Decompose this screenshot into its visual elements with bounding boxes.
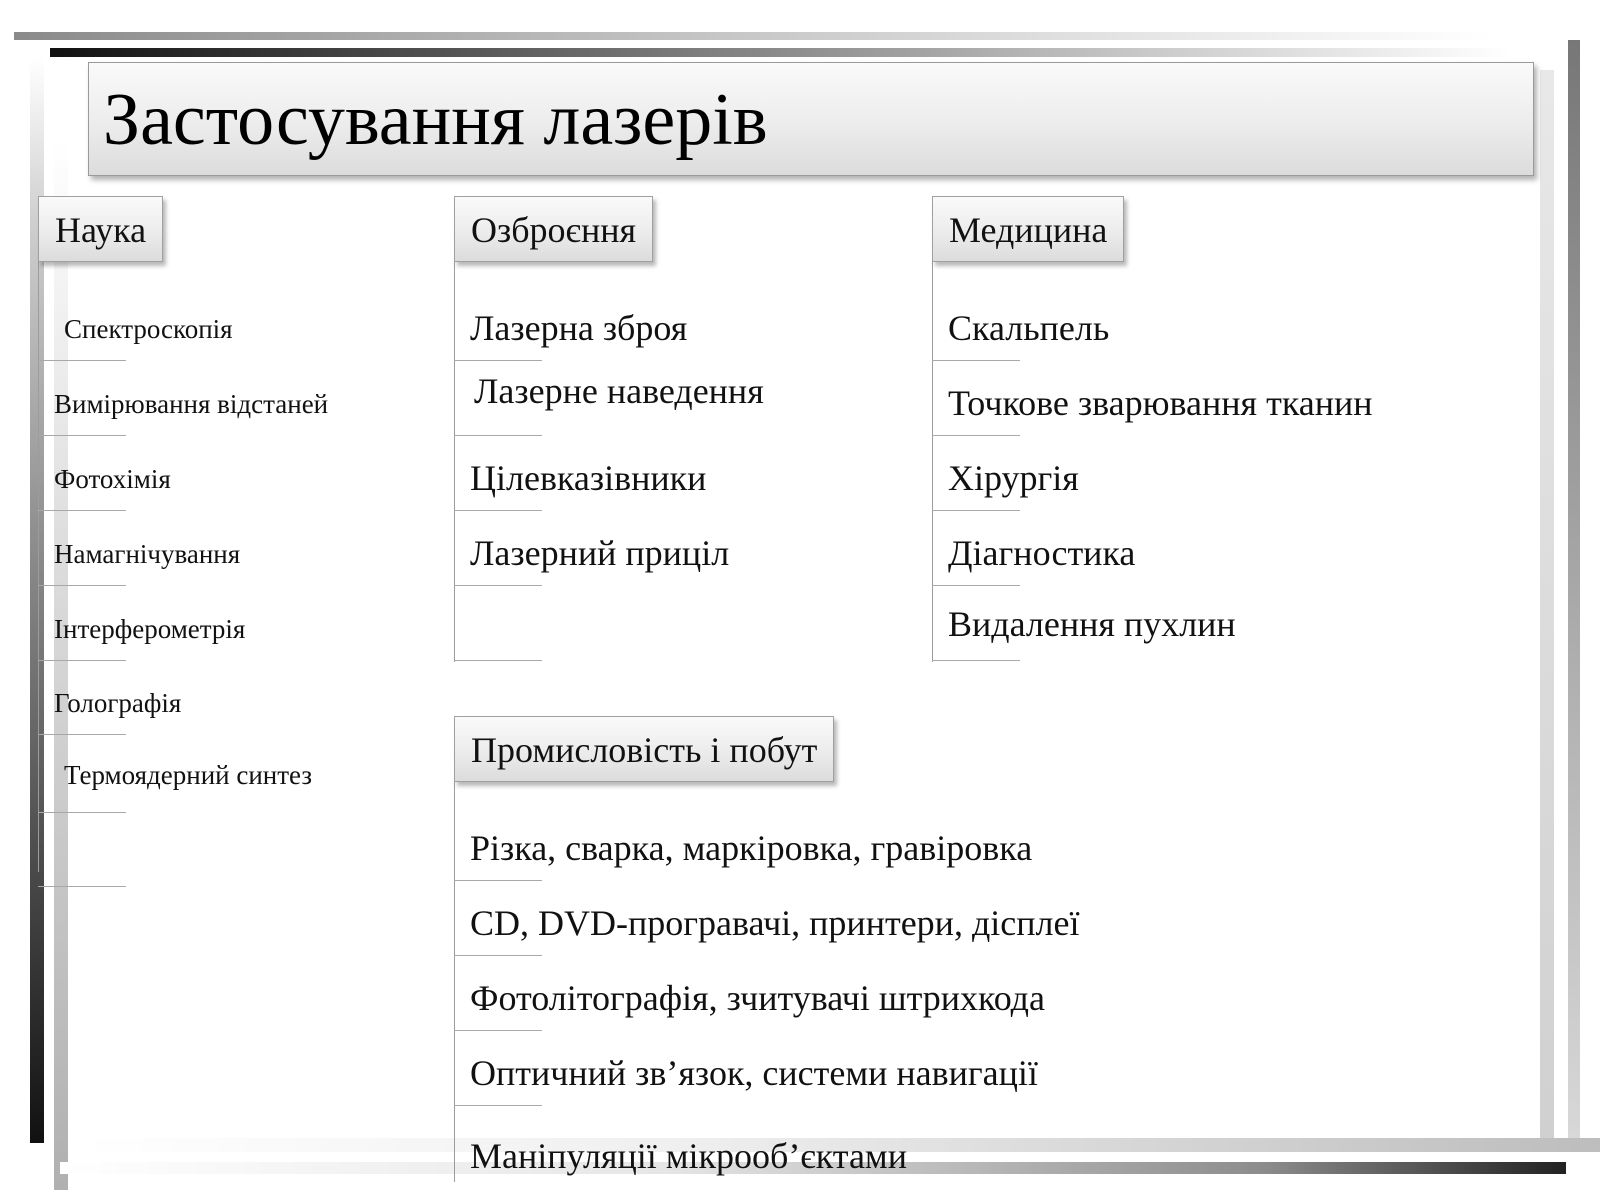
list-item [454, 806, 1434, 881]
category-header-science: Наука [38, 196, 163, 262]
list-item-label: Голографія [54, 688, 182, 718]
list-item-label: Лазерна зброя [470, 308, 688, 348]
list-item-label: Намагнічування [54, 539, 241, 569]
list-item-label: Скальпель [948, 308, 1110, 348]
list-item [454, 956, 1434, 1031]
list-item-label: Лазерне наведення [474, 371, 764, 411]
connector-line [38, 886, 126, 887]
list-item [932, 511, 1600, 586]
list-item [454, 1106, 1434, 1181]
page-title: Застосування лазерів [103, 79, 768, 161]
list-item-label: Термоядерний синтез [64, 760, 313, 790]
list-item-label: Фотолітографія, зчитувачі штрихкода [470, 978, 1045, 1018]
list-item-label: Цілевказівники [470, 458, 707, 498]
list-item-label: Маніпуляції мікрооб’єктами [470, 1136, 907, 1176]
category-header-industry: Промисловість і побут [454, 716, 834, 782]
connector-line [932, 660, 1020, 661]
list-item-label: Фотохімія [54, 464, 171, 494]
list-item-label: Видалення пухлин [948, 604, 1236, 644]
list-item-label: Діагностика [948, 533, 1136, 573]
list-item-label: Лазерний приціл [470, 533, 730, 573]
title-box [88, 62, 1534, 176]
list-item-label: Оптичний зв’язок, системи навигації [470, 1053, 1038, 1093]
list-item-label: Спектроскопія [64, 314, 233, 344]
list-item [932, 436, 1600, 511]
list-item-label: CD, DVD-програвачі, принтери, дісплеї [470, 903, 1080, 943]
list-item-label: Точкове зварювання тканин [948, 383, 1373, 423]
list-item-label: Різка, сварка, маркіровка, гравіровка [470, 828, 1033, 868]
list-item-label: Хірургія [948, 458, 1079, 498]
list-item [454, 1031, 1434, 1106]
frame-bar-top-outer [14, 32, 1494, 40]
list-item-label: Інтерферометрія [54, 614, 246, 644]
connector-line [454, 660, 542, 661]
connector-line [38, 734, 126, 735]
list-item [454, 881, 1434, 956]
list-item [932, 286, 1600, 361]
frame-bar-top-inner [50, 48, 1510, 57]
category-header-medicine: Медицина [932, 196, 1124, 262]
list-item [932, 361, 1600, 436]
category-header-weapons: Озброєння [454, 196, 653, 262]
list-item-label: Вимірювання відстаней [54, 389, 329, 419]
list-item [932, 586, 1600, 661]
